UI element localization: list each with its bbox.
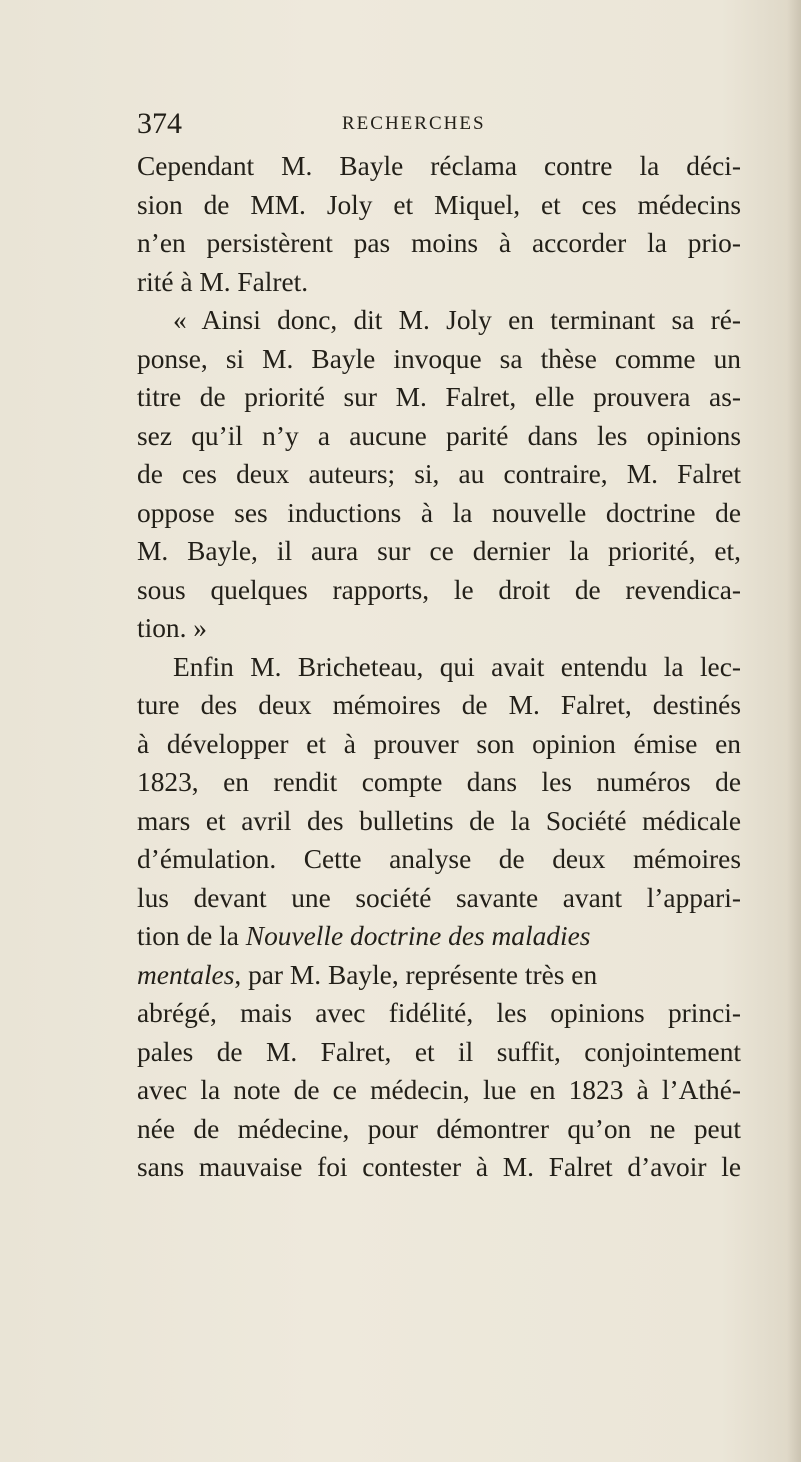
text-line: oppose ses inductions à la nouvelle doctrine de [137,497,741,528]
text-line: titre de priorité sur M. Falret, elle prouvera as- [137,382,741,412]
page-header [137,104,657,144]
text-line: abrégé, mais avec fidélité, les opinions princi- [137,998,741,1028]
book-title-italic: mentales [137,959,235,990]
text-line: Enfin M. Bricheteau, qui avait entendu la lec- [173,651,741,682]
text-line: à développer et à prouver son opinion émise en [137,728,741,759]
text-line: Cependant M. Bayle réclama contre la déci- [137,151,741,181]
text-line: ture des deux mémoires de M. Falret, destinés [137,690,741,720]
body-text [137,147,741,1187]
page-number: 374 [137,107,182,140]
text-line: n’en persistèrent pas moins à accorder la prio- [137,228,741,258]
text-line: tion. » [137,613,208,643]
text-segment: tion de la [137,921,239,951]
text-line: mars et avril des bulletins de la Société médicale [137,805,741,836]
running-head: RECHERCHES [342,113,486,134]
text-line: ponse, si M. Bayle invoque sa thèse comme un [137,343,741,374]
text-line: rité à M. Falret. [137,266,309,297]
text-line: avec la note de ce médecin, lue en 1823 à l’Athé- [137,1075,741,1105]
text-line: M. Bayle, il aura sur ce dernier la priorité, et, [137,536,741,566]
text-line-mixed [137,917,741,956]
text-line: sez qu’il n’y a aucune parité dans les opinions [137,420,741,451]
text-line: « Ainsi donc, dit M. Joly en terminant sa ré- [173,305,741,335]
text-line: 1823, en rendit compte dans les numéros de [137,767,741,797]
text-line: sous quelques rapports, le droit de revendica- [137,574,741,605]
text-line: sion de MM. Joly et Miquel, et ces médecins [137,189,741,220]
text-line: née de médecine, pour démontrer qu’on ne peut [137,1113,741,1144]
book-title-italic: Nouvelle doctrine des maladies [245,921,591,951]
text-line: d’émulation. Cette analyse de deux mémoires [137,844,741,874]
text-line-mixed [137,956,741,995]
text-line: de ces deux auteurs; si, au contraire, M. Falret [137,459,741,489]
text-line: pales de M. Falret, et il suffit, conjointement [137,1036,741,1067]
page-edge-shadow [787,0,801,1462]
text-segment: , par M. Bayle, représente très en [234,959,598,990]
text-line: lus devant une société savante avant l’appari- [137,882,741,913]
text-line: sans mauvaise foi contester à M. Falret d’avoir le [137,1152,741,1182]
